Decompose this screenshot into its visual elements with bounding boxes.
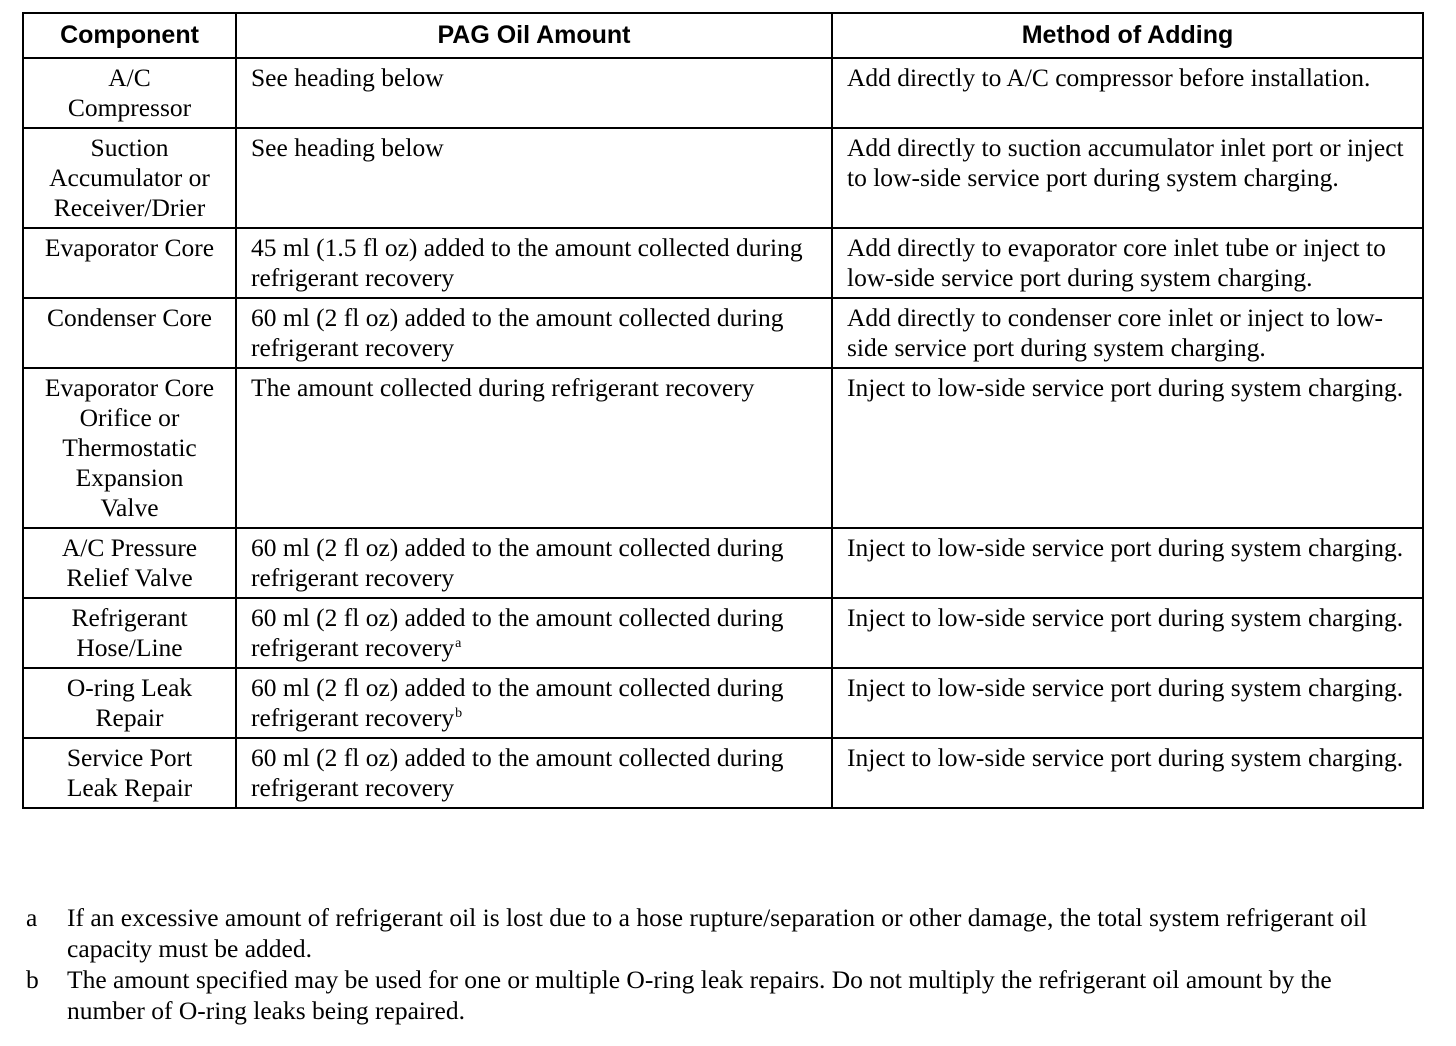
- method-of-adding-text: Add directly to condenser core inlet or inject to low-side service port during system charging.: [847, 303, 1384, 362]
- component-cell: [23, 668, 236, 738]
- header-component: Component: [23, 13, 236, 58]
- component-line: Valve: [100, 493, 159, 522]
- pag-oil-table: [22, 12, 1424, 809]
- pag-oil-amount-text: 60 ml (2 fl oz) added to the amount collected during refrigerant recovery: [251, 743, 784, 802]
- table-row: [23, 298, 1423, 368]
- method-of-adding-text: Inject to low-side service port during system charging.: [847, 743, 1404, 772]
- method-of-adding-cell: [832, 228, 1423, 298]
- footnote: [22, 964, 1422, 1026]
- table-row: [23, 738, 1423, 808]
- method-of-adding-text: Add directly to suction accumulator inlet port or inject to low-side service port during system charging.: [847, 133, 1404, 192]
- component-line: Hose/Line: [76, 633, 183, 662]
- footnote-text: If an excessive amount of refrigerant oil is lost due to a hose rupture/separation or other damage, the total system refrigerant oil capacity must be added.: [67, 903, 1368, 963]
- component-line: Compressor: [67, 93, 192, 122]
- component-line: Refrigerant: [71, 603, 188, 632]
- method-of-adding-text: Inject to low-side service port during system charging.: [847, 533, 1404, 562]
- method-of-adding-text: Inject to low-side service port during system charging.: [847, 373, 1404, 402]
- pag-oil-amount-text: See heading below: [251, 63, 444, 92]
- component-line: Receiver/Drier: [53, 193, 206, 222]
- component-line: Thermostatic: [62, 433, 197, 462]
- pag-oil-amount-text: The amount collected during refrigerant recovery: [251, 373, 755, 402]
- component-line: Orifice or: [79, 403, 180, 432]
- component-line: Relief Valve: [66, 563, 193, 592]
- pag-oil-amount-cell: [236, 128, 832, 228]
- component-cell: [23, 738, 236, 808]
- footnote-reference: b: [455, 706, 463, 721]
- component-line: A/C: [108, 63, 151, 92]
- method-of-adding-text: Inject to low-side service port during system charging.: [847, 673, 1404, 702]
- table-row: [23, 368, 1423, 528]
- component-cell: [23, 368, 236, 528]
- component-line: Condenser Core: [46, 303, 212, 332]
- component-cell: [23, 528, 236, 598]
- header-method-of-adding: Method of Adding: [832, 13, 1423, 58]
- component-cell: [23, 228, 236, 298]
- pag-oil-amount-text: See heading below: [251, 133, 444, 162]
- method-of-adding-cell: [832, 298, 1423, 368]
- pag-oil-amount-cell: [236, 738, 832, 808]
- pag-oil-amount-cell: [236, 668, 832, 738]
- component-line: Suction: [90, 133, 169, 162]
- pag-oil-amount-cell: [236, 598, 832, 668]
- table-body: [23, 58, 1423, 808]
- pag-oil-amount-text: 60 ml (2 fl oz) added to the amount collected during refrigerant recovery: [251, 673, 784, 732]
- component-cell: [23, 58, 236, 128]
- footnote: [22, 902, 1422, 964]
- component-line: Repair: [95, 703, 164, 732]
- footnote-mark: b: [26, 965, 39, 994]
- method-of-adding-cell: [832, 528, 1423, 598]
- pag-oil-amount-cell: [236, 528, 832, 598]
- footnote-mark: a: [26, 903, 38, 932]
- method-of-adding-text: Inject to low-side service port during system charging.: [847, 603, 1404, 632]
- component-line: Expansion: [75, 463, 184, 492]
- component-cell: [23, 598, 236, 668]
- method-of-adding-text: Add directly to A/C compressor before installation.: [847, 63, 1371, 92]
- method-of-adding-text: Add directly to evaporator core inlet tube or inject to low-side service port during system charging.: [847, 233, 1386, 292]
- method-of-adding-cell: [832, 668, 1423, 738]
- component-line: Evaporator Core: [44, 373, 215, 402]
- pag-oil-amount-cell: [236, 368, 832, 528]
- footnote-reference: a: [455, 636, 462, 651]
- pag-oil-amount-cell: [236, 58, 832, 128]
- table-row: [23, 598, 1423, 668]
- pag-oil-amount-cell: [236, 228, 832, 298]
- method-of-adding-cell: [832, 368, 1423, 528]
- pag-oil-amount-text: 60 ml (2 fl oz) added to the amount collected during refrigerant recovery: [251, 603, 784, 662]
- component-line: Accumulator or: [49, 163, 210, 192]
- pag-oil-amount-cell: [236, 298, 832, 368]
- table-row: [23, 58, 1423, 128]
- header-row: [23, 13, 1423, 58]
- table-row: [23, 128, 1423, 228]
- component-line: A/C Pressure: [61, 533, 198, 562]
- footnote-text: The amount specified may be used for one or multiple O-ring leak repairs. Do not multiply the refrigerant oil amount by the number of O-ring leaks being repaired.: [67, 965, 1332, 1025]
- table-row: [23, 228, 1423, 298]
- component-cell: [23, 298, 236, 368]
- method-of-adding-cell: [832, 598, 1423, 668]
- component-line: Evaporator Core: [44, 233, 215, 262]
- pag-oil-amount-text: 60 ml (2 fl oz) added to the amount collected during refrigerant recovery: [251, 533, 784, 592]
- component-line: Leak Repair: [66, 773, 193, 802]
- pag-oil-amount-text: 60 ml (2 fl oz) added to the amount collected during refrigerant recovery: [251, 303, 784, 362]
- method-of-adding-cell: [832, 128, 1423, 228]
- component-cell: [23, 128, 236, 228]
- table-row: [23, 528, 1423, 598]
- component-line: O-ring Leak: [66, 673, 193, 702]
- method-of-adding-cell: [832, 58, 1423, 128]
- pag-oil-amount-text: 45 ml (1.5 fl oz) added to the amount collected during refrigerant recovery: [251, 233, 803, 292]
- method-of-adding-cell: [832, 738, 1423, 808]
- header-pag-oil-amount: PAG Oil Amount: [236, 13, 832, 58]
- table-row: [23, 668, 1423, 738]
- component-line: Service Port: [66, 743, 193, 772]
- footnotes: [22, 902, 1422, 1026]
